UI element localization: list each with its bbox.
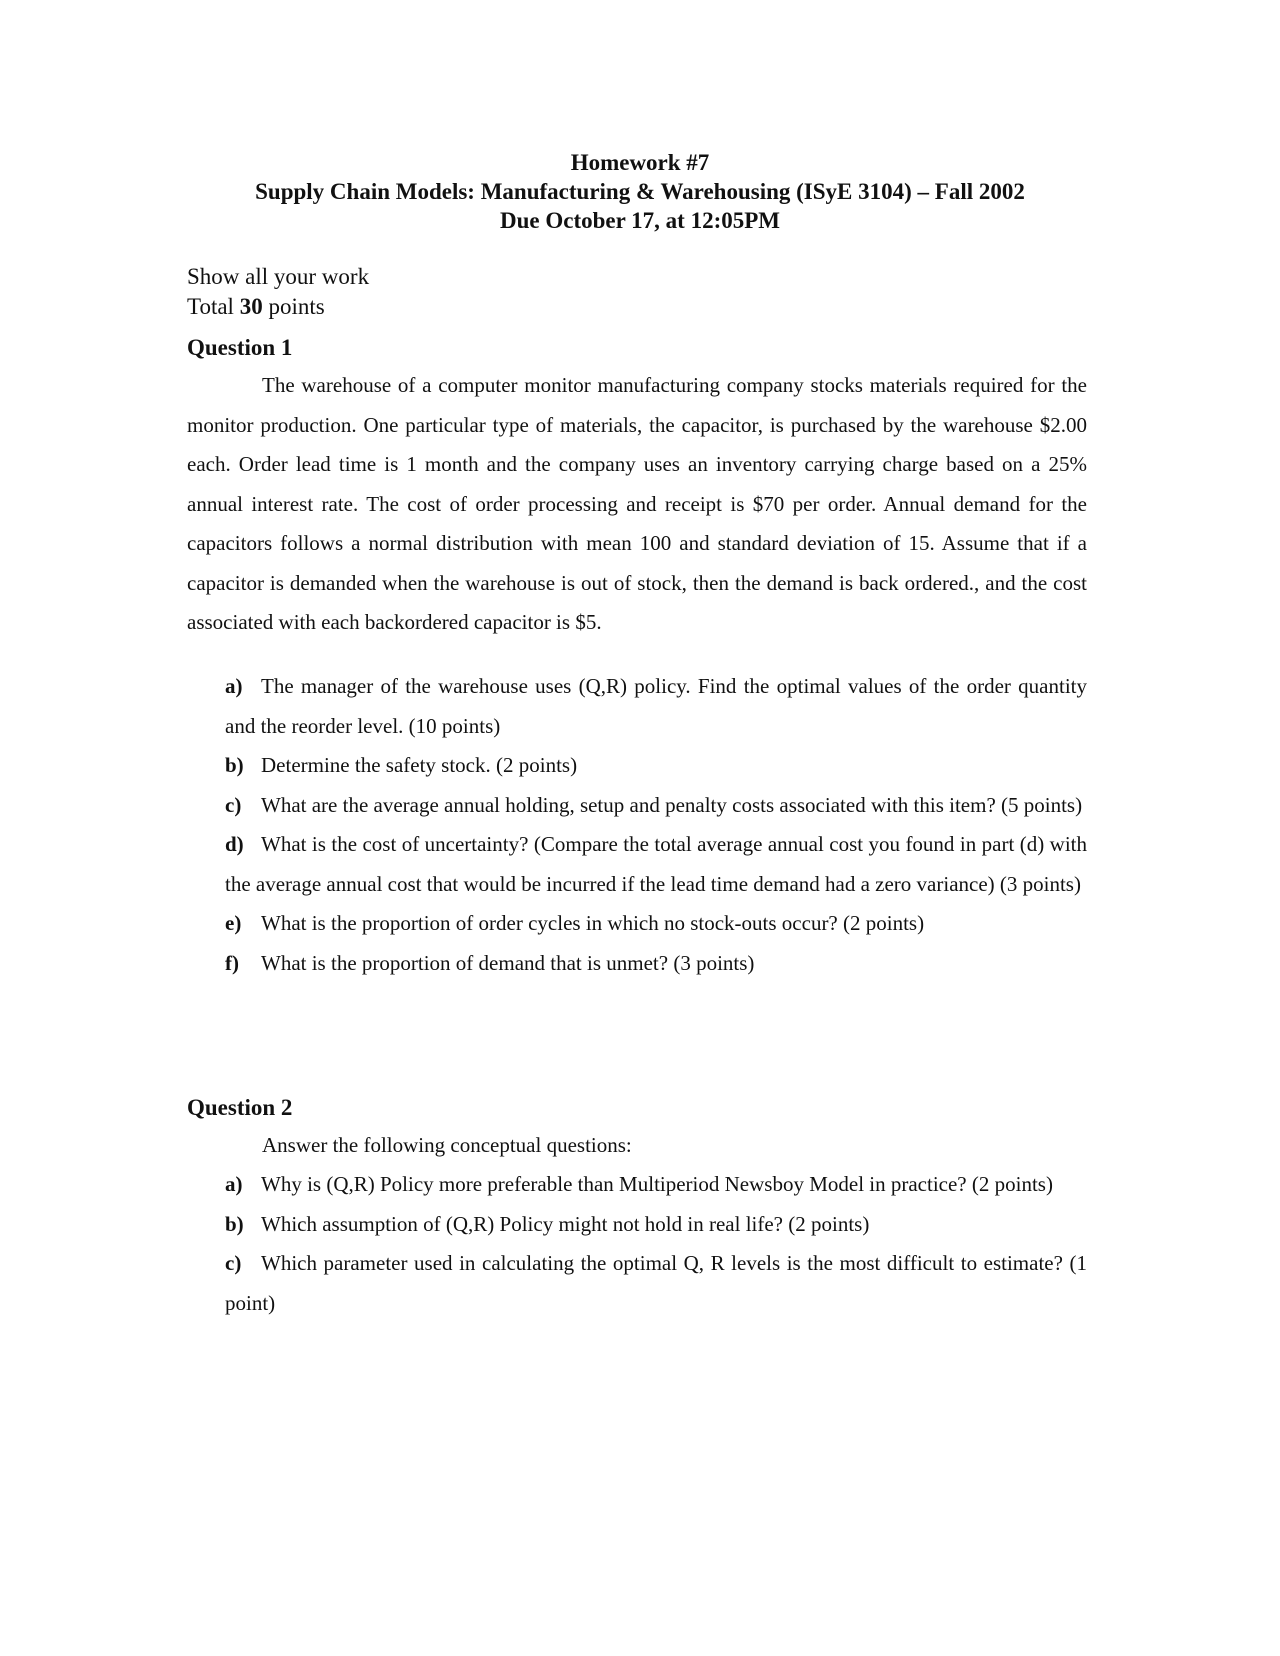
course-title: Supply Chain Models: Manufacturing & Warehousing (ISyE 3104) – Fall 2002: [255, 179, 1025, 204]
item-text: What is the proportion of order cycles in which no stock-outs occur? (2 points): [261, 911, 925, 935]
item-label: e): [225, 911, 242, 935]
question-2-title: Question 2: [187, 1095, 293, 1120]
question-1-paragraph: The warehouse of a computer monitor manufacturing company stocks materials required for the monitor production. One particular type of materials, the capacitor, is purchased by the warehouse $2.00 each. Order lead time is 1 month and the company uses an inventory carrying charge based on a 25% annual interest rate. The cost of order processing and receipt is $70 per order. Annual demand for the capacitors follows a normal distribution with mean 100 and standard deviation of 15. Assume that if a capacitor is demanded when the warehouse is out of stock, then the demand is back ordered., and the cost associated with each backordered capacitor is $5.: [187, 373, 1087, 634]
homework-title: Homework #7: [570, 150, 710, 175]
show-work-note: Show all your work: [187, 264, 370, 289]
list-item: [225, 1165, 1087, 1205]
item-text: Why is (Q,R) Policy more preferable than Multiperiod Newsboy Model in practice? (2 points): [261, 1172, 1053, 1196]
item-text: Determine the safety stock. (2 points): [261, 753, 578, 777]
list-item: [225, 746, 1087, 786]
question-2-paragraph: Answer the following conceptual questions:: [262, 1133, 632, 1157]
item-text: What are the average annual holding, setup and penalty costs associated with this item? (5 points): [261, 792, 1083, 817]
total-points-line: [187, 292, 369, 322]
question-2-items: [225, 1165, 1087, 1323]
item-text: What is the proportion of demand that is unmet? (3 points): [261, 950, 755, 975]
list-item: [225, 1205, 1087, 1245]
list-item: [225, 786, 1087, 826]
total-points-value: 30: [239, 294, 263, 319]
list-item: [225, 904, 1087, 944]
item-text: What is the cost of uncertainty? (Compare the total average annual cost you found in part (d) with the average annual cost that would be incurred if the lead time demand had a zero variance) (3 points): [225, 832, 1087, 896]
question-1-items: [225, 667, 1087, 983]
instructions: [187, 262, 369, 322]
list-item: [225, 944, 1087, 984]
list-item: [225, 825, 1087, 904]
item-label: a): [225, 674, 243, 698]
question-1-title: Question 1: [187, 335, 293, 360]
document-header: [0, 148, 1280, 235]
due-date: Due October 17, at 12:05PM: [500, 208, 780, 233]
total-suffix: points: [262, 294, 325, 319]
total-prefix: Total: [187, 294, 240, 319]
item-label: b): [225, 1211, 244, 1236]
item-label: d): [225, 832, 244, 856]
item-label: c): [225, 1251, 242, 1275]
item-label: a): [225, 1172, 243, 1196]
item-text: The manager of the warehouse uses (Q,R) policy. Find the optimal values of the order quantity and the reorder level. (10 points): [225, 674, 1087, 738]
item-label: c): [225, 792, 242, 817]
list-item: [225, 1244, 1087, 1323]
list-item: [225, 667, 1087, 746]
item-label: b): [225, 753, 244, 777]
item-text: Which assumption of (Q,R) Policy might not hold in real life? (2 points): [261, 1211, 870, 1236]
item-text: Which parameter used in calculating the optimal Q, R levels is the most difficult to estimate? (1 point): [225, 1251, 1087, 1315]
item-label: f): [225, 950, 239, 975]
